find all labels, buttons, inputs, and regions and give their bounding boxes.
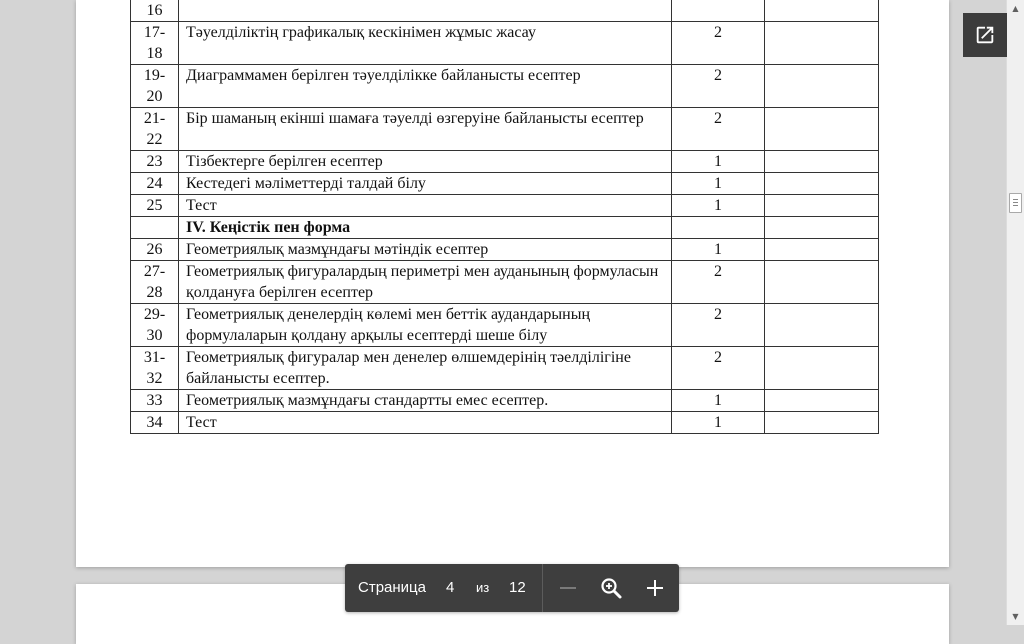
row-number: 29- 30 bbox=[131, 304, 179, 347]
total-pages: 12 bbox=[509, 579, 526, 596]
topic-cell: Геометриялық фигуралардың периметрі мен ауданының формуласын қолдануға берілген есептер bbox=[179, 261, 672, 304]
table-row bbox=[131, 390, 879, 412]
topic-cell: Бір шаманың екінші шамаға тәуелді өзгеруіне байланысты есептер bbox=[179, 108, 672, 151]
row-number: 23 bbox=[131, 151, 179, 173]
empty-cell bbox=[765, 22, 879, 65]
empty-cell bbox=[765, 412, 879, 434]
current-page-input[interactable]: 4 bbox=[446, 579, 455, 596]
hours-cell: 2 bbox=[672, 22, 765, 65]
row-number: 21- 22 bbox=[131, 108, 179, 151]
topic-cell: Тәуелділіктің графикалық кескінімен жұмыс жасау bbox=[179, 22, 672, 65]
table-row bbox=[131, 412, 879, 434]
row-number: 17- 18 bbox=[131, 22, 179, 65]
toolbar-divider bbox=[542, 564, 543, 612]
table-row bbox=[131, 151, 879, 173]
table-row bbox=[131, 239, 879, 261]
hours-cell: 1 bbox=[672, 239, 765, 261]
open-in-new-window-button[interactable] bbox=[963, 13, 1007, 57]
hours-cell: 1 bbox=[672, 195, 765, 217]
topic-cell: Тізбектерге берілген есептер bbox=[179, 151, 672, 173]
table-row bbox=[131, 173, 879, 195]
hours-cell: 2 bbox=[672, 347, 765, 390]
scroll-thumb[interactable] bbox=[1009, 193, 1022, 213]
empty-cell bbox=[765, 217, 879, 239]
hours-cell: 1 bbox=[672, 412, 765, 434]
open-in-new-icon bbox=[974, 24, 996, 46]
minus-icon bbox=[558, 578, 578, 598]
hours-cell: 2 bbox=[672, 261, 765, 304]
zoom-out-button[interactable] bbox=[552, 572, 584, 604]
topic-cell: Диаграммамен берілген тәуелділікке байланысты есептер bbox=[179, 65, 672, 108]
hours-cell: 1 bbox=[672, 151, 765, 173]
row-number bbox=[131, 217, 179, 239]
row-number: 19- 20 bbox=[131, 65, 179, 108]
plus-icon bbox=[645, 578, 665, 598]
empty-cell bbox=[765, 65, 879, 108]
curriculum-table bbox=[130, 0, 879, 434]
table-row bbox=[131, 304, 879, 347]
topic-cell: Кестедегі мәліметтерді талдай білу bbox=[179, 173, 672, 195]
row-number: 31- 32 bbox=[131, 347, 179, 390]
empty-cell bbox=[765, 304, 879, 347]
hours-cell: 2 bbox=[672, 108, 765, 151]
empty-cell bbox=[765, 151, 879, 173]
table-row bbox=[131, 108, 879, 151]
table-row bbox=[131, 261, 879, 304]
table-row bbox=[131, 65, 879, 108]
zoom-reset-button[interactable] bbox=[595, 572, 627, 604]
row-number: 33 bbox=[131, 390, 179, 412]
scroll-down-arrow-icon[interactable]: ▼ bbox=[1012, 612, 1019, 621]
hours-cell: 1 bbox=[672, 390, 765, 412]
hours-cell: 2 bbox=[672, 304, 765, 347]
row-number: 16 bbox=[131, 0, 179, 22]
empty-cell bbox=[765, 195, 879, 217]
table-row bbox=[131, 22, 879, 65]
empty-cell bbox=[765, 0, 879, 22]
scroll-up-arrow-icon[interactable]: ▲ bbox=[1012, 4, 1019, 13]
empty-cell bbox=[765, 347, 879, 390]
topic-cell: Геометриялық мазмұндағы мәтіндік есептер bbox=[179, 239, 672, 261]
magnifier-icon bbox=[599, 576, 623, 600]
table-row bbox=[131, 0, 879, 22]
topic-cell: Геометриялық мазмұндағы стандартты емес есептер. bbox=[179, 390, 672, 412]
empty-cell bbox=[765, 108, 879, 151]
document-page-4 bbox=[76, 0, 949, 567]
empty-cell bbox=[765, 390, 879, 412]
topic-cell: Геометриялық денелердің көлемі мен беттік аудандарының формулаларын қолдану арқылы есептерді шеше білу bbox=[179, 304, 672, 347]
row-number: 34 bbox=[131, 412, 179, 434]
topic-cell: Тест bbox=[179, 195, 672, 217]
page-label: Страница bbox=[358, 579, 426, 596]
row-number: 26 bbox=[131, 239, 179, 261]
section-heading: IV. Кеңістік пен форма bbox=[179, 217, 672, 239]
table-row bbox=[131, 195, 879, 217]
table-row bbox=[131, 347, 879, 390]
hours-cell: 1 bbox=[672, 173, 765, 195]
table-row bbox=[131, 217, 879, 239]
empty-cell bbox=[765, 239, 879, 261]
empty-cell bbox=[765, 173, 879, 195]
of-label: из bbox=[476, 580, 490, 595]
empty-cell bbox=[765, 261, 879, 304]
hours-cell bbox=[672, 217, 765, 239]
row-number: 24 bbox=[131, 173, 179, 195]
zoom-in-button[interactable] bbox=[639, 572, 671, 604]
hours-cell bbox=[672, 0, 765, 22]
topic-cell: Тест bbox=[179, 412, 672, 434]
hours-cell: 2 bbox=[672, 65, 765, 108]
row-number: 25 bbox=[131, 195, 179, 217]
vertical-scrollbar[interactable] bbox=[1006, 0, 1024, 625]
pdf-toolbar bbox=[345, 564, 679, 612]
row-number: 27- 28 bbox=[131, 261, 179, 304]
topic-cell: Геометриялық фигуралар мен денелер өлшемдерінің тәелділігіне байланысты есептер. bbox=[179, 347, 672, 390]
topic-cell bbox=[179, 0, 672, 22]
